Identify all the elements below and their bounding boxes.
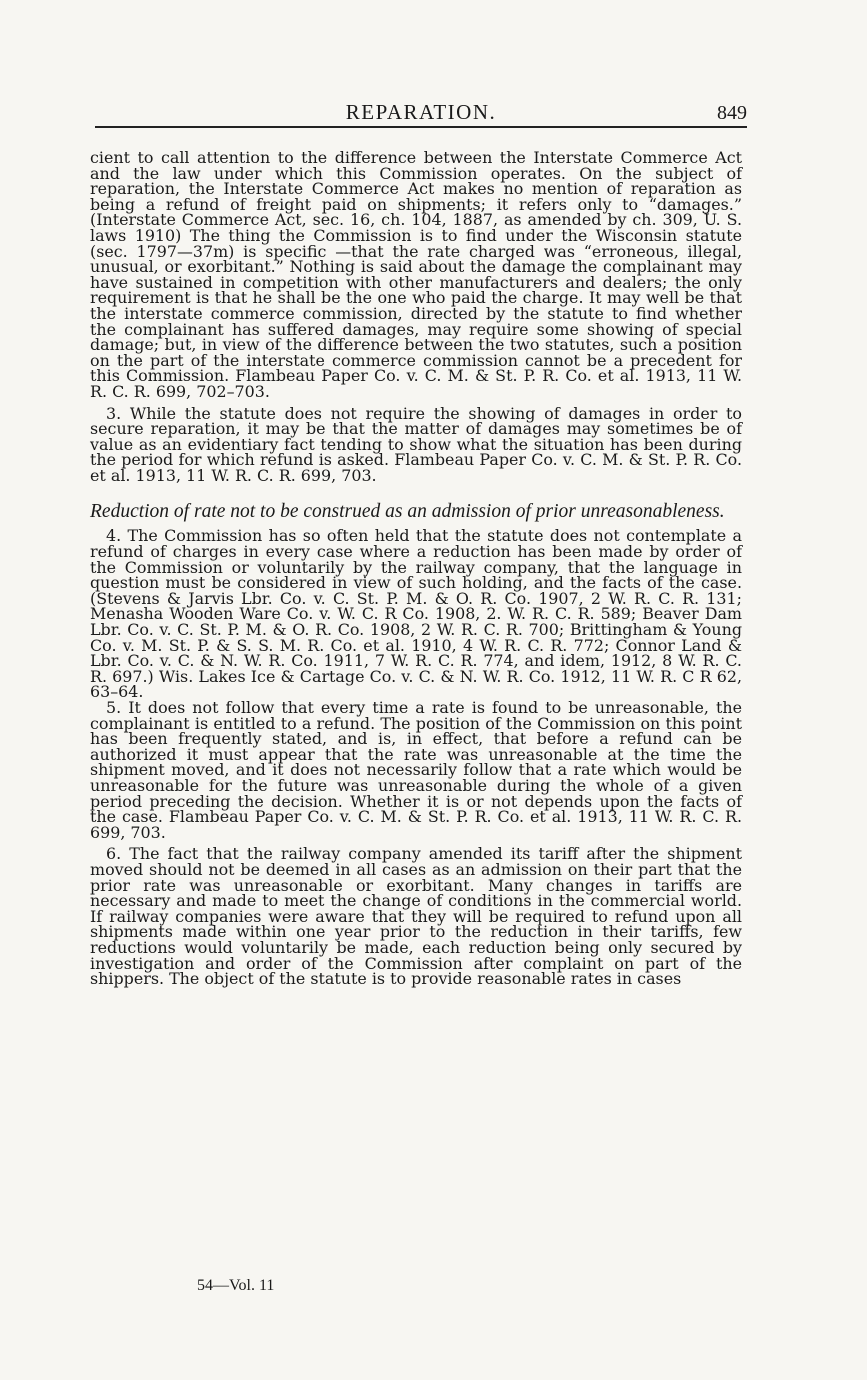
page-number: 849 xyxy=(717,102,747,124)
section-gap xyxy=(90,483,742,500)
signature-mark: 54—Vol. 11 xyxy=(197,1277,275,1294)
running-title: REPARATION. xyxy=(345,100,497,124)
section-heading: Reduction of rate not to be construed as an admission of prior unreasonableness. xyxy=(90,501,725,523)
page-header xyxy=(95,96,747,136)
paragraph-5: 5. It does not follow that every time a rate is found to be unreasonable, the complainant is entitled to a refund. The position of the Commission on this point has been frequently stated, and is, in effect, that before a refund can be authorized it must appear that the rate was unreasonable at the time the shipment moved, and it does not necessarily follow that a rate which would be unreasonable for the future was unreasonable during the whole of a given period preceding the decision. Whether it is or not depends upon the facts of the case. Flambeau Paper Co. v. C. M. & St. P. R. Co. et al. 1913, 11 W. R. C. R. 699, 703. xyxy=(90,698,742,842)
paragraph-3: 3. While the statute does not require the showing of damages in order to secure reparation, it may be that the matter of damages may sometimes be of value as an evidentiary fact tending to show what the situation has been during the period for which refund is asked. Flambeau Paper Co. v. C. M. & St. P. R. Co. et al. 1913, 11 W. R. C. R. 699, 703. xyxy=(90,403,742,485)
page-body xyxy=(90,150,742,987)
header-rule xyxy=(95,126,747,128)
paragraph-continuation: cient to call attention to the difference between the Interstate Commerce Act and the law under which this Commission operates. On the subject of reparation, the Interstate Commerce Act makes no mention of reparation as being a refund of freight paid on shipments; it refers only to “damages.” (Interstate Commerce Act, sec. 16, ch. 104, 1887, as amended by ch. 309, U. S. laws 1910) The thing the Commission is to find under the Wisconsin statute (sec. 1797—37m) is specific —that the rate charged was “erroneous, illegal, unusual, or exorbitant.” Nothing is said about the damage the complainant may have sustained in competition with other manufacturers and dealers; the only requirement is that he shall be the one who paid the charge. It may well be that the interstate commerce commission, directed by the statute to find whether the complainant has suffered damages, may require some showing of special damage; but, in view of the difference between the two statutes, such a position on the part of the interstate commerce commission cannot be a precedent for this Commission. Flambeau Paper Co. v. C. M. & St. P. R. Co. et al. 1913, 11 W. R. C. R. 699, 702–703. xyxy=(90,148,742,401)
paragraph-4: 4. The Commission has so often held that the statute does not contemplate a refund of charges in every case where a reduction has been made by order of the Commission or voluntarily by the railway company, that the language in question must be considered in view of such holding, and the facts of the case. (Stevens & Jarvis Lbr. Co. v. C. St. P. M. & O. R. Co. 1907, 2 W. R. C. R. 131; Menasha Wooden Ware Co. v. W. C. R Co. 1908, 2. W. R. C. R. 589; Beaver Dam Lbr. Co. v. C. St. P. M. & O. R. Co. 1908, 2 W. R. C. R. 700; Brittingham & Young Co. v. M. St. P. & S. S. M. R. Co. et al. 1910, 4 W. R. C. R. 772; Connor Land & Lbr. Co. v. C. & N. W. R. Co. 1911, 7 W. R. C. R. 774, and idem, 1912, 8 W. R. C. R. 697.) Wis. Lakes Ice & Cartage Co. v. C. & N. W. R. Co. 1912, 11 W. R. C R 62, 63–64. xyxy=(90,526,742,702)
paragraph-6: 6. The fact that the railway company amended its tariff after the shipment moved should not be deemed in all cases as an admission on their part that the prior rate was unreasonable or exorbitant. Many changes in tariffs are necessary and made to meet the change of conditions in the commercial world. If railway companies were aware that they will be required to refund upon all shipments made within one year prior to the reduction in their tariffs, few reductions would voluntarily be made, each reduction being only secured by investigation and order of the Commission after complaint on part of the shippers. The object of the statute is to provide reasonable rates in cases xyxy=(90,844,742,989)
